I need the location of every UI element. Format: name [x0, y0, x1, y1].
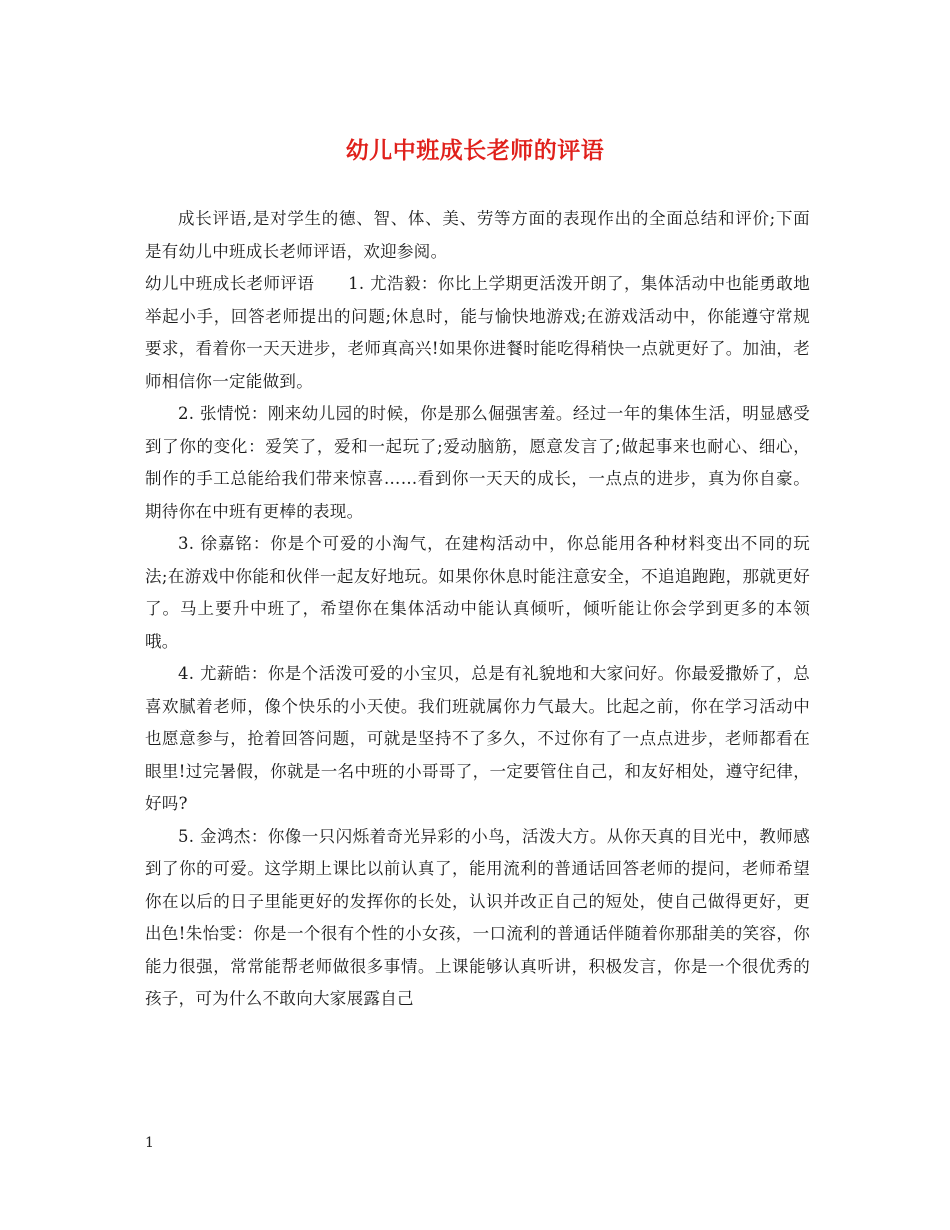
- document-title: 幼儿中班成长老师的评语: [345, 137, 605, 164]
- paragraph-comment-5: 5. 金鸿杰：你像一只闪烁着奇光异彩的小鸟，活泼大方。从你天真的目光中，教师感到了你的可爱。这学期上课比以前认真了，能用流利的普通话回答老师的提问，老师希望你在以后的日子里能更好的发挥你的长处，认识并改正自己的短处，使自己做得更好，更出色!朱怡雯：你是一个很有个性的小女孩，一口流利的普通话伴随着你那甜美的笑容，你能力很强，常常能帮老师做很多事情。上课能够认真听讲，积极发言，你是一个很优秀的孩子，可为什么不敢向大家展露自己: [145, 826, 810, 1008]
- paragraph-comment-3: 3. 徐嘉铭：你是个可爱的小淘气，在建构活动中，你总能用各种材料变出不同的玩法;在游戏中你能和伙伴一起友好地玩。如果你休息时能注意安全，不追追跑跑，那就更好了。马上要升中班了，希望你在集体活动中能认真倾听，倾听能让你会学到更多的本领哦。: [145, 534, 810, 651]
- page-number: 1: [145, 1135, 154, 1151]
- paragraph-comment-2: 2. 张情悦：刚来幼儿园的时候，你是那么倔强害羞。经过一年的集体生活，明显感受到了你的变化：爱笑了，爱和一起玩了;爱动脑筋，愿意发言了;做起事来也耐心、细心，制作的手工总能给我们带来惊喜……看到你一天天的成长，一点点的进步，真为你自豪。期待你在中班有更棒的表现。: [145, 404, 810, 521]
- paragraph-comment-4: 4. 尤薪皓：你是个活泼可爱的小宝贝，总是有礼貌地和大家问好。你最爱撒娇了，总喜欢腻着老师，像个快乐的小天使。我们班就属你力气最大。比起之前，你在学习活动中也愿意参与，抢着回答问题，可就是坚持不了多久，不过你有了一点点进步，老师都看在眼里!过完暑假，你就是一名中班的小哥哥了，一定要管住自己，和友好相处，遵守纪律，好吗?: [145, 664, 810, 813]
- paragraph-intro: 成长评语,是对学生的德、智、体、美、劳等方面的表现作出的全面总结和评价;下面是有幼儿中班成长老师评语，欢迎参阅。: [145, 209, 810, 261]
- document-body: [145, 203, 810, 1016]
- paragraph-comment-1: 幼儿中班成长老师评语 1. 尤浩毅：你比上学期更活泼开朗了，集体活动中也能勇敢地举起小手，回答老师提出的问题;休息时，能与愉快地游戏;在游戏活动中，你能遵守常规要求，看着你一天天进步，老师真高兴!如果你进餐时能吃得稍快一点就更好了。加油，老师相信你一定能做到。: [145, 274, 810, 391]
